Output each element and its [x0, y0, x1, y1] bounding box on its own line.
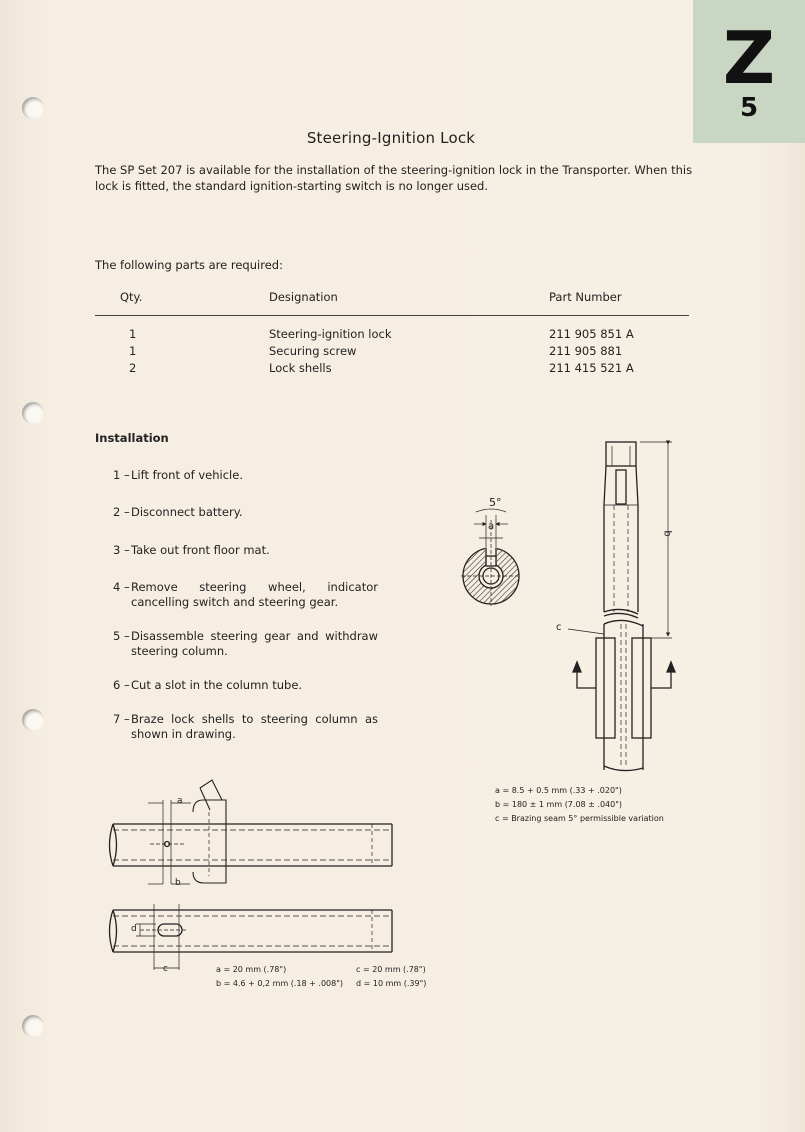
- parts-intro: The following parts are required:: [95, 258, 283, 272]
- table-cell-qty: 1: [129, 327, 137, 341]
- table-cell-qty: 2: [129, 361, 137, 375]
- dim-label-a: a: [488, 521, 495, 532]
- step-text: Remove steering wheel, indicator cancelling switch and steering gear.: [131, 580, 378, 609]
- step-text: Take out front floor mat.: [131, 543, 270, 557]
- dim-label-c: c: [556, 622, 562, 633]
- step-text: Cut a slot in the column tube.: [131, 678, 303, 692]
- dim-label-d: d: [131, 924, 137, 934]
- legend-line: d = 10 mm (.39"): [356, 979, 427, 988]
- table-cell-designation: Steering-ignition lock: [269, 327, 392, 341]
- step-number: 2 –: [113, 505, 130, 519]
- table-cell-part-number: 211 905 851 A: [549, 327, 634, 341]
- step-number: 1 –: [113, 468, 130, 482]
- tube-lower-drawing: [110, 904, 393, 970]
- table-cell-part-number: 211 905 881: [549, 344, 623, 358]
- step-text: Disassemble steering gear and withdraw steering column.: [131, 629, 378, 658]
- step-number: 3 –: [113, 543, 130, 557]
- section-number: 5: [739, 93, 759, 123]
- dim-label-b: b: [661, 530, 673, 537]
- tube-upper-drawing: [110, 780, 393, 884]
- table-cell-designation: Securing screw: [269, 344, 357, 358]
- legend-line: b = 4.6 + 0,2 mm (.18 + .008"): [216, 979, 344, 988]
- intro-paragraph: The SP Set 207 is available for the installation of the steering-ignition lock in the Transporter. When this lock is fitted, the standard ignition-starting switch is no longer used.: [95, 163, 693, 193]
- legend-line: c = Brazing seam 5° permissible variation: [495, 814, 664, 823]
- col-header-part-number: Part Number: [549, 290, 622, 304]
- step-text: Braze lock shells to steering column as shown in drawing.: [131, 712, 378, 741]
- legend-line: c = 20 mm (.78"): [356, 965, 426, 974]
- dim-label-b: b: [175, 878, 181, 888]
- table-cell-designation: Lock shells: [269, 361, 332, 375]
- step-text: Disconnect battery.: [131, 505, 243, 519]
- col-header-qty: Qty.: [120, 290, 143, 304]
- step-number: 5 –: [113, 629, 130, 643]
- col-header-designation: Designation: [269, 290, 338, 304]
- step-number: 6 –: [113, 678, 130, 692]
- table-cell-part-number: 211 415 521 A: [549, 361, 634, 375]
- legend-line: b = 180 ± 1 mm (7.08 ± .040"): [495, 800, 623, 809]
- legend-line: a = 8.5 + 0.5 mm (.33 + .020"): [495, 786, 622, 795]
- legend-line: a = 20 mm (.78"): [216, 965, 287, 974]
- column-side-view-drawing: [568, 442, 675, 771]
- step-text: Lift front of vehicle.: [131, 468, 243, 482]
- dim-label-a: a: [177, 796, 183, 806]
- installation-heading: Installation: [95, 431, 169, 445]
- angle-label: 5°: [489, 496, 502, 509]
- page-title: Steering-Ignition Lock: [306, 129, 476, 147]
- step-number: 7 –: [113, 712, 130, 726]
- step-number: 4 –: [113, 580, 130, 594]
- section-letter: Z: [722, 16, 776, 100]
- dim-label-c: c: [163, 964, 168, 974]
- table-cell-qty: 1: [129, 344, 137, 358]
